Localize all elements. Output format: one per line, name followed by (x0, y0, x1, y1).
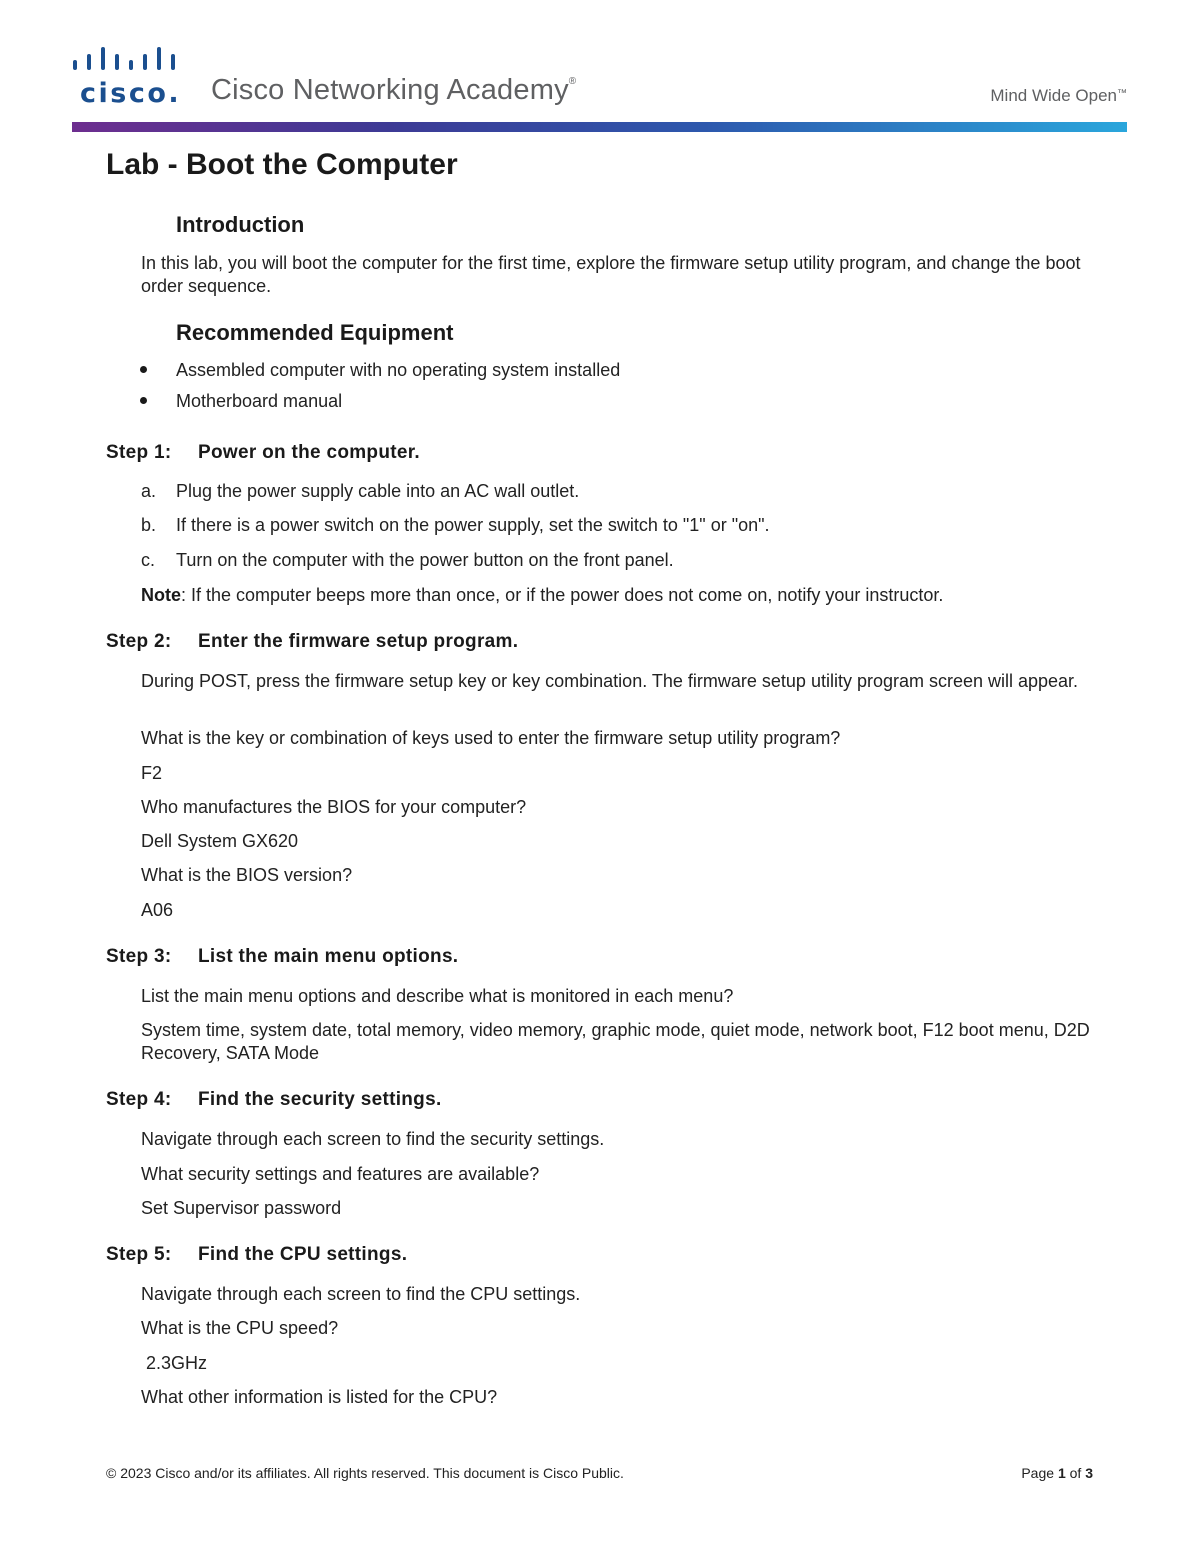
step-1-note: Note: If the computer beeps more than once, or if the power does not come on, notify your instructor. (141, 585, 944, 605)
header-gradient-band (72, 122, 1127, 132)
step-2-text: During POST, press the firmware setup key or key combination. The firmware setup utility program screen will appear. (141, 671, 1079, 691)
introduction-heading: Introduction (176, 212, 305, 237)
step-2-question: Who manufactures the BIOS for your computer? (141, 797, 527, 817)
step-5-answer: 2.3GHz (141, 1353, 208, 1373)
page-number: Page 1 of 3 (1021, 1465, 1093, 1481)
equipment-item: Motherboard manual (176, 391, 343, 411)
list-letter: c. (141, 550, 156, 570)
step-5-question: What other information is listed for the CPU? (141, 1387, 498, 1407)
step-1-heading: Step 1: Power on the computer. (106, 442, 420, 463)
cisco-bridge-logo-icon (72, 46, 182, 72)
list-letter: b. (141, 515, 157, 535)
step-3-question: List the main menu options and describe what is monitored in each menu? (141, 986, 734, 1006)
step-2-answer: Dell System GX620 (141, 831, 299, 851)
tagline: Mind Wide Open™ (990, 86, 1127, 105)
step-5-heading: Step 5: Find the CPU settings. (106, 1244, 408, 1265)
step-1-item: Plug the power supply cable into an AC wall outlet. (176, 481, 580, 501)
step-4-answer: Set Supervisor password (141, 1198, 342, 1218)
step-2-answer: F2 (141, 763, 163, 783)
step-1-item: If there is a power switch on the power supply, set the switch to "1" or "on". (176, 515, 770, 535)
introduction-text: In this lab, you will boot the computer for the first time, explore the firmware setup utility program, and change the boot order sequence. (141, 253, 1081, 296)
step-4-question: What security settings and features are available? (141, 1164, 540, 1184)
step-2-question: What is the BIOS version? (141, 865, 353, 885)
step-5-question: What is the CPU speed? (141, 1318, 339, 1338)
list-letter: a. (141, 481, 157, 501)
step-2-heading: Step 2: Enter the firmware setup program. (106, 631, 519, 652)
step-3-answer: System time, system date, total memory, video memory, graphic mode, quiet mode, network boot, F12 boot menu, D2D Recovery, SATA Mode (141, 1020, 1090, 1063)
step-5-text: Navigate through each screen to find the CPU settings. (141, 1284, 581, 1304)
cisco-logo-wordmark: cisco. (80, 78, 182, 109)
academy-title: Cisco Networking Academy® (211, 74, 577, 106)
step-4-heading: Step 4: Find the security settings. (106, 1089, 442, 1110)
step-2-answer: A06 (141, 900, 174, 920)
step-2-question: What is the key or combination of keys used to enter the firmware setup utility program? (141, 728, 841, 748)
bullet-icon (140, 397, 147, 404)
step-3-heading: Step 3: List the main menu options. (106, 946, 459, 967)
bullet-icon (140, 366, 147, 373)
step-4-text: Navigate through each screen to find the security settings. (141, 1129, 605, 1149)
equipment-item: Assembled computer with no operating system installed (176, 360, 621, 380)
page-title: Lab - Boot the Computer (106, 148, 458, 181)
footer-copyright: © 2023 Cisco and/or its affiliates. All rights reserved. This document is Cisco Public. (106, 1465, 624, 1481)
step-1-item: Turn on the computer with the power button on the front panel. (176, 550, 674, 570)
equipment-heading: Recommended Equipment (176, 320, 454, 345)
